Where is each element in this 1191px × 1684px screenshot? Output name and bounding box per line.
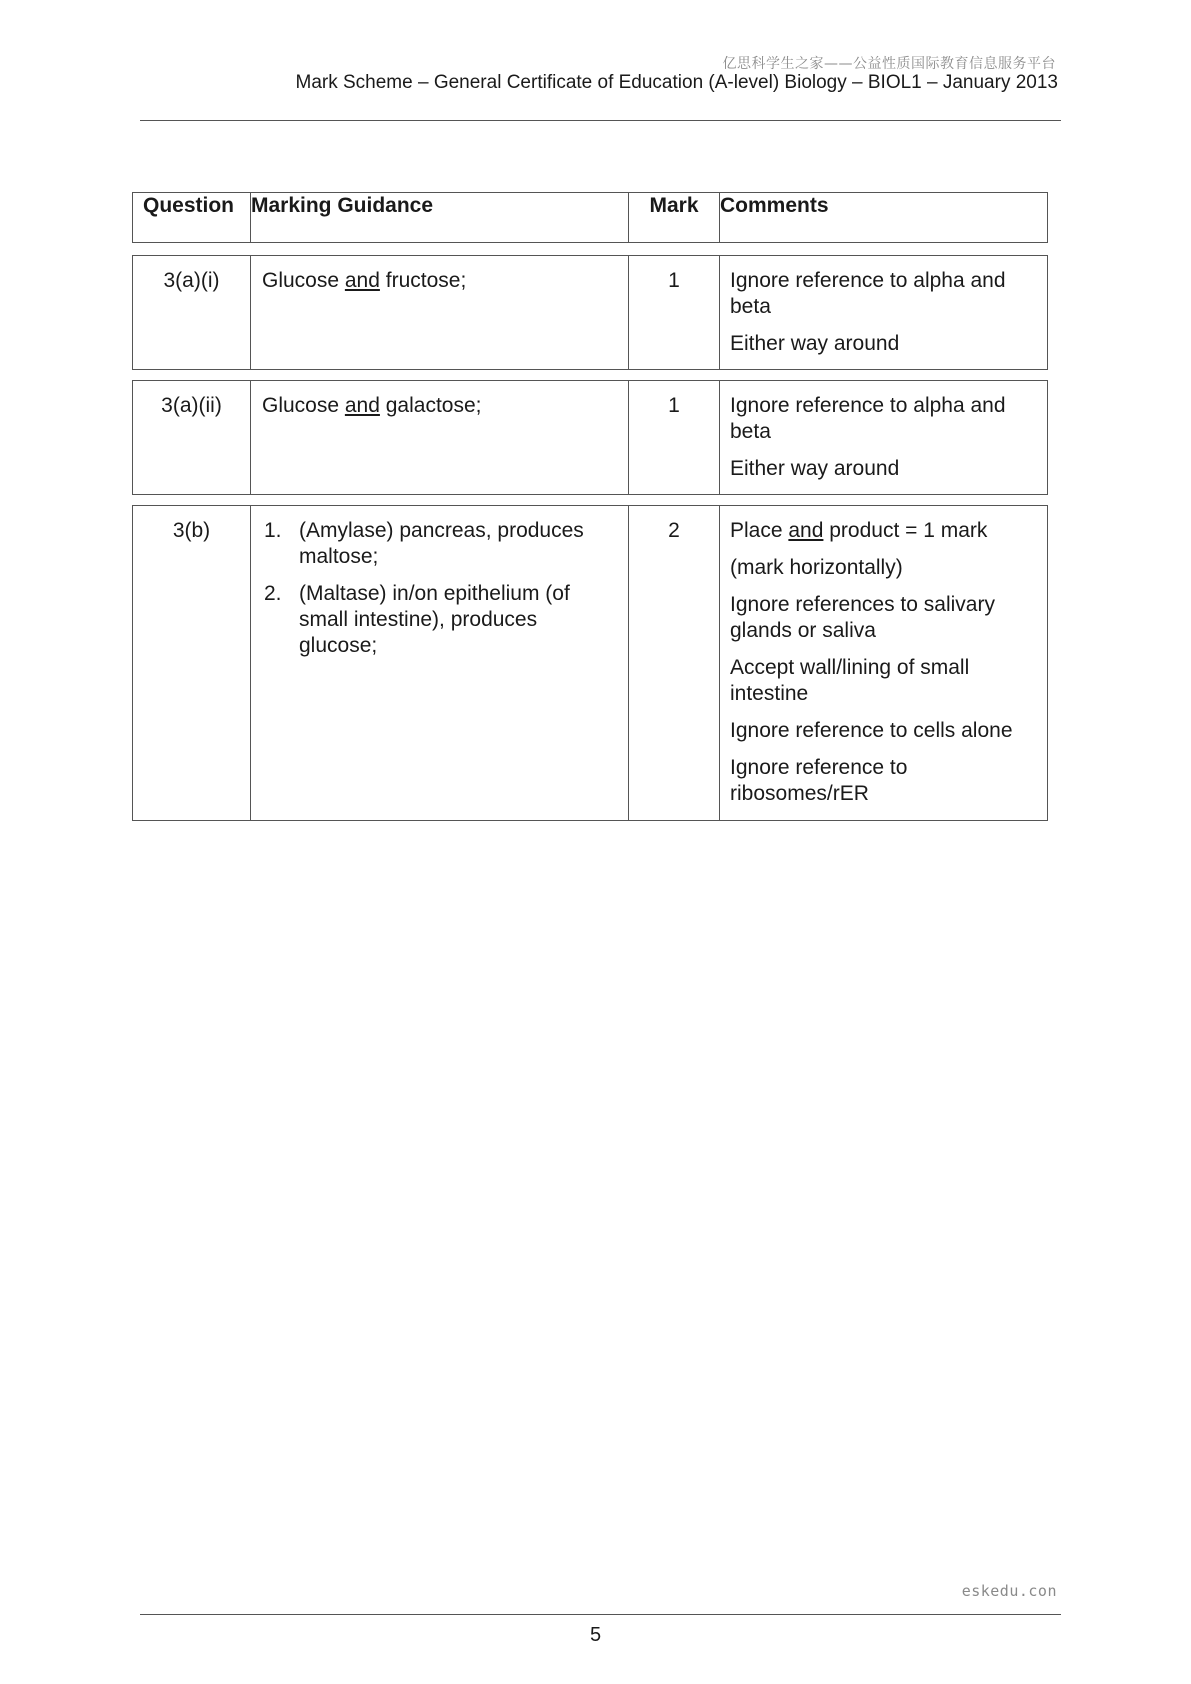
question-number: 3(a)(ii): [133, 381, 251, 495]
list-item-text: (Amylase) pancreas, produces maltose;: [299, 519, 584, 568]
header-divider: [140, 120, 1061, 121]
comment: Ignore references to salivary glands or saliva: [730, 593, 995, 642]
comment: Ignore reference to alpha and beta: [730, 269, 1006, 318]
comment: Accept wall/lining of small intestine: [730, 656, 970, 705]
comment-underlined: and: [788, 519, 824, 542]
comment: Ignore reference to ribosomes/rER: [730, 756, 908, 805]
comment: Ignore reference to alpha and beta: [730, 394, 1006, 443]
comments-cell: [720, 506, 1048, 821]
guidance-text: galactose;: [379, 394, 482, 417]
comment: Either way around: [730, 332, 900, 355]
mark-scheme-row-3b: [132, 505, 1048, 821]
mark-value: 1: [629, 381, 720, 495]
mark-value: 2: [629, 506, 720, 821]
mark-value: 1: [629, 256, 720, 370]
comment-text: product = 1 mark: [823, 519, 988, 542]
column-header-mark: Mark: [629, 193, 720, 243]
guidance-list-item: [262, 581, 618, 659]
guidance-text: Glucose: [262, 269, 345, 292]
list-number: 2.: [264, 582, 282, 605]
mark-scheme-row-3ai: [132, 255, 1048, 370]
comments-cell: [720, 381, 1048, 495]
comment: Ignore reference to cells alone: [730, 719, 1013, 742]
footer-divider: [140, 1614, 1061, 1615]
guidance-list-item: [262, 518, 618, 570]
footer-watermark: eskedu.con: [961, 1582, 1057, 1600]
comment: Either way around: [730, 457, 900, 480]
guidance-text: fructose;: [379, 269, 467, 292]
list-number: 1.: [264, 519, 282, 542]
running-header: Mark Scheme – General Certificate of Education (A-level) Biology – BIOL1 – January 2013: [295, 72, 1058, 93]
mark-scheme-row-3aii: [132, 380, 1048, 495]
column-header-question: Question: [133, 193, 251, 243]
comment: [730, 518, 1039, 544]
guidance-list: [262, 518, 618, 659]
marking-guidance: [251, 381, 629, 495]
column-header-guidance: Marking Guidance: [251, 193, 629, 243]
list-item-text: (Maltase) in/on epithelium (of small intestine), produces glucose;: [299, 582, 570, 657]
guidance-underlined: and: [344, 269, 380, 292]
question-number: 3(b): [133, 506, 251, 821]
comment-text: Place: [730, 519, 789, 542]
marking-guidance: [251, 256, 629, 370]
guidance-text: Glucose: [262, 394, 345, 417]
comment: (mark horizontally): [730, 556, 903, 579]
marking-guidance: [251, 506, 629, 821]
guidance-underlined: and: [344, 394, 380, 417]
page-number: 5: [589, 1624, 602, 1646]
comments-cell: [720, 256, 1048, 370]
mark-scheme-header-table: [132, 192, 1048, 243]
column-header-comments: Comments: [720, 193, 1048, 243]
question-number: 3(a)(i): [133, 256, 251, 370]
header-watermark: 亿思科学生之家——公益性质国际教育信息服务平台: [722, 56, 1056, 72]
